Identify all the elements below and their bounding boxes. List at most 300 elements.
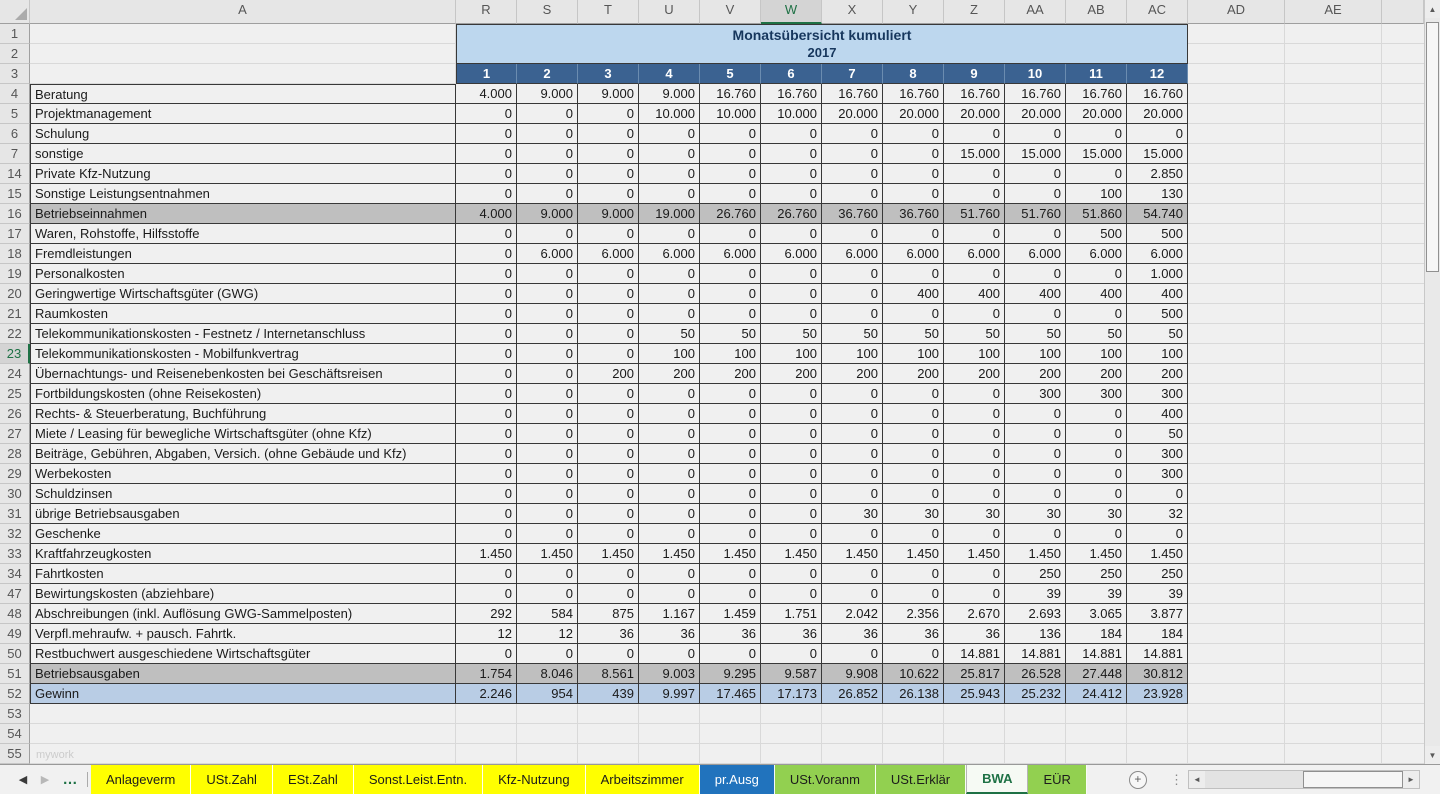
cell-T51[interactable]: 8.561 [578,664,639,684]
column-header-T[interactable]: T [578,0,639,24]
cell-AA34[interactable]: 250 [1005,564,1066,584]
cell-S32[interactable]: 0 [517,524,578,544]
cell-A16[interactable]: Betriebseinnahmen [30,204,456,224]
cell-Z20[interactable]: 400 [944,284,1005,304]
cell-U47[interactable]: 0 [639,584,700,604]
cell-U50[interactable]: 0 [639,644,700,664]
cell-X18[interactable]: 6.000 [822,244,883,264]
cell-A53[interactable] [30,704,456,724]
cell-S15[interactable]: 0 [517,184,578,204]
cell-AC49[interactable]: 184 [1127,624,1188,644]
cell-W32[interactable]: 0 [761,524,822,544]
cell-AE29[interactable] [1285,464,1382,484]
cell-X31[interactable]: 30 [822,504,883,524]
cell-X7[interactable]: 0 [822,144,883,164]
cell-S22[interactable]: 0 [517,324,578,344]
cell-AE25[interactable] [1285,384,1382,404]
cell-AB28[interactable]: 0 [1066,444,1127,464]
cell-AE34[interactable] [1285,564,1382,584]
cell-S53[interactable] [517,704,578,724]
cell-Y54[interactable] [883,724,944,744]
cell-AD28[interactable] [1188,444,1285,464]
cell-AC20[interactable]: 400 [1127,284,1188,304]
cell-S3-month[interactable]: 2 [517,64,578,84]
column-header-X[interactable]: X [822,0,883,24]
row-header-1[interactable]: 1 [0,24,30,44]
cell-A30[interactable]: Schuldzinsen [30,484,456,504]
cell-X5[interactable]: 20.000 [822,104,883,124]
cell-Z23[interactable]: 100 [944,344,1005,364]
cell-AD24[interactable] [1188,364,1285,384]
cell-T19[interactable]: 0 [578,264,639,284]
cell-AE55[interactable] [1285,744,1382,764]
row-header-2[interactable]: 2 [0,44,30,64]
cell-AD2[interactable] [1188,44,1285,64]
cell-T34[interactable]: 0 [578,564,639,584]
cell-U33[interactable]: 1.450 [639,544,700,564]
cell-Y53[interactable] [883,704,944,724]
cell-V25[interactable]: 0 [700,384,761,404]
cell-T48[interactable]: 875 [578,604,639,624]
row-header-6[interactable]: 6 [0,124,30,144]
cell-AC53[interactable] [1127,704,1188,724]
cell-Y7[interactable]: 0 [883,144,944,164]
cell-AA7[interactable]: 15.000 [1005,144,1066,164]
cell-U5[interactable]: 10.000 [639,104,700,124]
cell-AD21[interactable] [1188,304,1285,324]
column-header-Z[interactable]: Z [944,0,1005,24]
cell-AE1[interactable] [1285,24,1382,44]
cell-AD52[interactable] [1188,684,1285,704]
cell-S50[interactable]: 0 [517,644,578,664]
column-header-V[interactable]: V [700,0,761,24]
cell-Z15[interactable]: 0 [944,184,1005,204]
cell-X4[interactable]: 16.760 [822,84,883,104]
cell-AC18[interactable]: 6.000 [1127,244,1188,264]
cell-S47[interactable]: 0 [517,584,578,604]
cell-U24[interactable]: 200 [639,364,700,384]
cell-V33[interactable]: 1.450 [700,544,761,564]
cell-R4[interactable]: 4.000 [456,84,517,104]
cell-AC30[interactable]: 0 [1127,484,1188,504]
cell-W51[interactable]: 9.587 [761,664,822,684]
cell-Z18[interactable]: 6.000 [944,244,1005,264]
cell-Z19[interactable]: 0 [944,264,1005,284]
cell-V15[interactable]: 0 [700,184,761,204]
cell-AA48[interactable]: 2.693 [1005,604,1066,624]
cell-AB18[interactable]: 6.000 [1066,244,1127,264]
cell-R18[interactable]: 0 [456,244,517,264]
cell-S51[interactable]: 8.046 [517,664,578,684]
cell-W16[interactable]: 26.760 [761,204,822,224]
cell-S54[interactable] [517,724,578,744]
cell-Z6[interactable]: 0 [944,124,1005,144]
row-header-32[interactable]: 32 [0,524,30,544]
cell-AB3-month[interactable]: 11 [1066,64,1127,84]
cell-AD20[interactable] [1188,284,1285,304]
cell-R16[interactable]: 4.000 [456,204,517,224]
tabbar-resize-grip[interactable]: ⋮ [1170,772,1183,787]
cell-T54[interactable] [578,724,639,744]
cell-AE33[interactable] [1285,544,1382,564]
cell-U17[interactable]: 0 [639,224,700,244]
horizontal-scrollbar[interactable] [1188,770,1420,789]
cell-W53[interactable] [761,704,822,724]
cell-W20[interactable]: 0 [761,284,822,304]
cell-T18[interactable]: 6.000 [578,244,639,264]
cell-AB33[interactable]: 1.450 [1066,544,1127,564]
cell-U51[interactable]: 9.003 [639,664,700,684]
cell-AA25[interactable]: 300 [1005,384,1066,404]
cell-X55[interactable] [822,744,883,764]
horizontal-scroll-thumb[interactable] [1303,771,1403,788]
cell-AA15[interactable]: 0 [1005,184,1066,204]
cell-T47[interactable]: 0 [578,584,639,604]
cell-T4[interactable]: 9.000 [578,84,639,104]
cell-U16[interactable]: 19.000 [639,204,700,224]
cell-AD19[interactable] [1188,264,1285,284]
cell-A52[interactable]: Gewinn [30,684,456,704]
cell-AC29[interactable]: 300 [1127,464,1188,484]
cell-V52[interactable]: 17.465 [700,684,761,704]
cell-S27[interactable]: 0 [517,424,578,444]
cell-W4[interactable]: 16.760 [761,84,822,104]
cell-AC4[interactable]: 16.760 [1127,84,1188,104]
cell-S20[interactable]: 0 [517,284,578,304]
cell-U4[interactable]: 9.000 [639,84,700,104]
cell-R15[interactable]: 0 [456,184,517,204]
cell-AA14[interactable]: 0 [1005,164,1066,184]
cell-Y51[interactable]: 10.622 [883,664,944,684]
cell-U18[interactable]: 6.000 [639,244,700,264]
row-header-47[interactable]: 47 [0,584,30,604]
cell-AE4[interactable] [1285,84,1382,104]
cell-AB20[interactable]: 400 [1066,284,1127,304]
cell-W21[interactable]: 0 [761,304,822,324]
cell-A5[interactable]: Projektmanagement [30,104,456,124]
cell-T3-month[interactable]: 3 [578,64,639,84]
cell-Y26[interactable]: 0 [883,404,944,424]
row-header-23[interactable]: 23 [0,344,30,364]
cell-AD22[interactable] [1188,324,1285,344]
sheet-tab-pr.Ausg[interactable]: pr.Ausg [700,765,775,794]
row-header-22[interactable]: 22 [0,324,30,344]
cell-R23[interactable]: 0 [456,344,517,364]
cell-Z27[interactable]: 0 [944,424,1005,444]
cell-AB22[interactable]: 50 [1066,324,1127,344]
cell-T33[interactable]: 1.450 [578,544,639,564]
cell-V16[interactable]: 26.760 [700,204,761,224]
sheets-more-button[interactable]: … [62,771,78,788]
cell-AA29[interactable]: 0 [1005,464,1066,484]
cell-AC21[interactable]: 500 [1127,304,1188,324]
cell-AA55[interactable] [1005,744,1066,764]
cell-A51[interactable]: Betriebsausgaben [30,664,456,684]
cell-Z5[interactable]: 20.000 [944,104,1005,124]
sheet-tab-USt.Voranm[interactable]: USt.Voranm [775,765,876,794]
cell-AA53[interactable] [1005,704,1066,724]
cell-AC28[interactable]: 300 [1127,444,1188,464]
cell-X49[interactable]: 36 [822,624,883,644]
cell-A47[interactable]: Bewirtungskosten (abziehbare) [30,584,456,604]
cell-AD17[interactable] [1188,224,1285,244]
cell-T17[interactable]: 0 [578,224,639,244]
vertical-scroll-track[interactable] [1425,18,1440,746]
cell-AC5[interactable]: 20.000 [1127,104,1188,124]
row-header-29[interactable]: 29 [0,464,30,484]
cell-U29[interactable]: 0 [639,464,700,484]
cell-R34[interactable]: 0 [456,564,517,584]
cell-Z47[interactable]: 0 [944,584,1005,604]
cell-Y15[interactable]: 0 [883,184,944,204]
cell-AE30[interactable] [1285,484,1382,504]
cell-Y14[interactable]: 0 [883,164,944,184]
cell-T28[interactable]: 0 [578,444,639,464]
row-header-26[interactable]: 26 [0,404,30,424]
cell-U19[interactable]: 0 [639,264,700,284]
cell-Z7[interactable]: 15.000 [944,144,1005,164]
row-header-5[interactable]: 5 [0,104,30,124]
cell-AE16[interactable] [1285,204,1382,224]
cell-AD23[interactable] [1188,344,1285,364]
column-header-Y[interactable]: Y [883,0,944,24]
cell-W49[interactable]: 36 [761,624,822,644]
cell-A55[interactable] [30,744,456,764]
cell-A49[interactable]: Verpfl.mehraufw. + pausch. Fahrtk. [30,624,456,644]
cell-R5[interactable]: 0 [456,104,517,124]
column-header-AB[interactable]: AB [1066,0,1127,24]
cell-W34[interactable]: 0 [761,564,822,584]
cell-AE47[interactable] [1285,584,1382,604]
cell-AD54[interactable] [1188,724,1285,744]
cell-AE20[interactable] [1285,284,1382,304]
row-header-52[interactable]: 52 [0,684,30,704]
cell-V47[interactable]: 0 [700,584,761,604]
cell-AE26[interactable] [1285,404,1382,424]
cell-AA50[interactable]: 14.881 [1005,644,1066,664]
cell-Z32[interactable]: 0 [944,524,1005,544]
cell-R19[interactable]: 0 [456,264,517,284]
cell-T52[interactable]: 439 [578,684,639,704]
cell-T23[interactable]: 0 [578,344,639,364]
cell-AA3-month[interactable]: 10 [1005,64,1066,84]
cell-Z26[interactable]: 0 [944,404,1005,424]
cell-Y23[interactable]: 100 [883,344,944,364]
cell-AE53[interactable] [1285,704,1382,724]
cell-X34[interactable]: 0 [822,564,883,584]
cell-AC32[interactable]: 0 [1127,524,1188,544]
cell-Y25[interactable]: 0 [883,384,944,404]
cell-A22[interactable]: Telekommunikationskosten - Festnetz / Internetanschluss [30,324,456,344]
row-header-34[interactable]: 34 [0,564,30,584]
cell-T20[interactable]: 0 [578,284,639,304]
cell-W19[interactable]: 0 [761,264,822,284]
cell-X3-month[interactable]: 7 [822,64,883,84]
cell-AC19[interactable]: 1.000 [1127,264,1188,284]
column-header-S[interactable]: S [517,0,578,24]
cell-W48[interactable]: 1.751 [761,604,822,624]
scroll-right-button[interactable] [1403,771,1419,788]
cell-A4[interactable]: Beratung [30,84,456,104]
cell-AA49[interactable]: 136 [1005,624,1066,644]
cell-AD33[interactable] [1188,544,1285,564]
cell-R22[interactable]: 0 [456,324,517,344]
sheet-tab-Kfz-Nutzung[interactable]: Kfz-Nutzung [483,765,586,794]
row-header-55[interactable]: 55 [0,744,30,764]
cell-Z31[interactable]: 30 [944,504,1005,524]
cell-U25[interactable]: 0 [639,384,700,404]
cell-AC6[interactable]: 0 [1127,124,1188,144]
cell-R47[interactable]: 0 [456,584,517,604]
cell-AC52[interactable]: 23.928 [1127,684,1188,704]
cell-S26[interactable]: 0 [517,404,578,424]
cell-AB25[interactable]: 300 [1066,384,1127,404]
cell-A15[interactable]: Sonstige Leistungsentnahmen [30,184,456,204]
cell-R52[interactable]: 2.246 [456,684,517,704]
cell-AC22[interactable]: 50 [1127,324,1188,344]
cell-X52[interactable]: 26.852 [822,684,883,704]
cell-X28[interactable]: 0 [822,444,883,464]
cell-T16[interactable]: 9.000 [578,204,639,224]
cell-AC26[interactable]: 400 [1127,404,1188,424]
cell-U20[interactable]: 0 [639,284,700,304]
row-header-18[interactable]: 18 [0,244,30,264]
cell-AC55[interactable] [1127,744,1188,764]
cell-AE52[interactable] [1285,684,1382,704]
cell-AB4[interactable]: 16.760 [1066,84,1127,104]
cell-X53[interactable] [822,704,883,724]
cell-S31[interactable]: 0 [517,504,578,524]
cell-AB5[interactable]: 20.000 [1066,104,1127,124]
cell-V34[interactable]: 0 [700,564,761,584]
cell-T27[interactable]: 0 [578,424,639,444]
row-header-49[interactable]: 49 [0,624,30,644]
cell-V7[interactable]: 0 [700,144,761,164]
column-header-A[interactable]: A [30,0,456,24]
cell-AC33[interactable]: 1.450 [1127,544,1188,564]
cell-V21[interactable]: 0 [700,304,761,324]
cell-R51[interactable]: 1.754 [456,664,517,684]
cell-Y3-month[interactable]: 8 [883,64,944,84]
cell-S55[interactable] [517,744,578,764]
cell-AA30[interactable]: 0 [1005,484,1066,504]
cell-X6[interactable]: 0 [822,124,883,144]
cell-AB6[interactable]: 0 [1066,124,1127,144]
cell-AD55[interactable] [1188,744,1285,764]
cell-S29[interactable]: 0 [517,464,578,484]
cell-Z25[interactable]: 0 [944,384,1005,404]
cell-U7[interactable]: 0 [639,144,700,164]
row-header-16[interactable]: 16 [0,204,30,224]
row-header-4[interactable]: 4 [0,84,30,104]
cell-AE28[interactable] [1285,444,1382,464]
cell-U6[interactable]: 0 [639,124,700,144]
cell-AB48[interactable]: 3.065 [1066,604,1127,624]
cell-X15[interactable]: 0 [822,184,883,204]
cell-U54[interactable] [639,724,700,744]
row-header-24[interactable]: 24 [0,364,30,384]
cell-AD31[interactable] [1188,504,1285,524]
cell-U55[interactable] [639,744,700,764]
cell-Z28[interactable]: 0 [944,444,1005,464]
title-band[interactable] [456,24,1188,64]
cell-A23[interactable]: Telekommunikationskosten - Mobilfunkvertrag [30,344,456,364]
cell-AD27[interactable] [1188,424,1285,444]
sheet-tab-Anlageverm[interactable]: Anlageverm [91,765,191,794]
cell-AE24[interactable] [1285,364,1382,384]
cell-A19[interactable]: Personalkosten [30,264,456,284]
cell-Y32[interactable]: 0 [883,524,944,544]
cell-R48[interactable]: 292 [456,604,517,624]
cell-AE49[interactable] [1285,624,1382,644]
cell-AA28[interactable]: 0 [1005,444,1066,464]
sheet-tab-EÜR[interactable]: EÜR [1028,765,1086,794]
row-header-19[interactable]: 19 [0,264,30,284]
row-header-27[interactable]: 27 [0,424,30,444]
cell-Z3-month[interactable]: 9 [944,64,1005,84]
cell-AB34[interactable]: 250 [1066,564,1127,584]
column-header-W[interactable]: W [761,0,822,24]
cell-W22[interactable]: 50 [761,324,822,344]
cell-W18[interactable]: 6.000 [761,244,822,264]
horizontal-scroll-track[interactable] [1205,771,1403,788]
cell-AB55[interactable] [1066,744,1127,764]
sheet-tab-USt.Erklär[interactable]: USt.Erklär [876,765,966,794]
cell-V50[interactable]: 0 [700,644,761,664]
cell-V22[interactable]: 50 [700,324,761,344]
cell-Y48[interactable]: 2.356 [883,604,944,624]
cell-Z22[interactable]: 50 [944,324,1005,344]
cell-X22[interactable]: 50 [822,324,883,344]
cell-S28[interactable]: 0 [517,444,578,464]
cell-Z24[interactable]: 200 [944,364,1005,384]
cell-V28[interactable]: 0 [700,444,761,464]
cell-AE21[interactable] [1285,304,1382,324]
sheets-scroll-right-button[interactable]: ▶ [40,774,50,786]
cell-AB32[interactable]: 0 [1066,524,1127,544]
cell-AE6[interactable] [1285,124,1382,144]
cell-V5[interactable]: 10.000 [700,104,761,124]
cell-V17[interactable]: 0 [700,224,761,244]
cell-AD15[interactable] [1188,184,1285,204]
cell-AE7[interactable] [1285,144,1382,164]
cell-AB47[interactable]: 39 [1066,584,1127,604]
row-header-25[interactable]: 25 [0,384,30,404]
cell-Z33[interactable]: 1.450 [944,544,1005,564]
cell-U27[interactable]: 0 [639,424,700,444]
cell-R6[interactable]: 0 [456,124,517,144]
cell-T14[interactable]: 0 [578,164,639,184]
cell-W7[interactable]: 0 [761,144,822,164]
cell-A21[interactable]: Raumkosten [30,304,456,324]
scroll-left-button[interactable] [1189,771,1205,788]
cell-X51[interactable]: 9.908 [822,664,883,684]
cell-U15[interactable]: 0 [639,184,700,204]
cell-A31[interactable]: übrige Betriebsausgaben [30,504,456,524]
cell-R55[interactable] [456,744,517,764]
cell-W17[interactable]: 0 [761,224,822,244]
sheet-tab-ESt.Zahl[interactable]: ESt.Zahl [273,765,354,794]
cell-X21[interactable]: 0 [822,304,883,324]
cell-R32[interactable]: 0 [456,524,517,544]
cell-AA26[interactable]: 0 [1005,404,1066,424]
cell-T5[interactable]: 0 [578,104,639,124]
cell-A34[interactable]: Fahrtkosten [30,564,456,584]
cell-V53[interactable] [700,704,761,724]
cell-W30[interactable]: 0 [761,484,822,504]
row-header-20[interactable]: 20 [0,284,30,304]
cell-X14[interactable]: 0 [822,164,883,184]
